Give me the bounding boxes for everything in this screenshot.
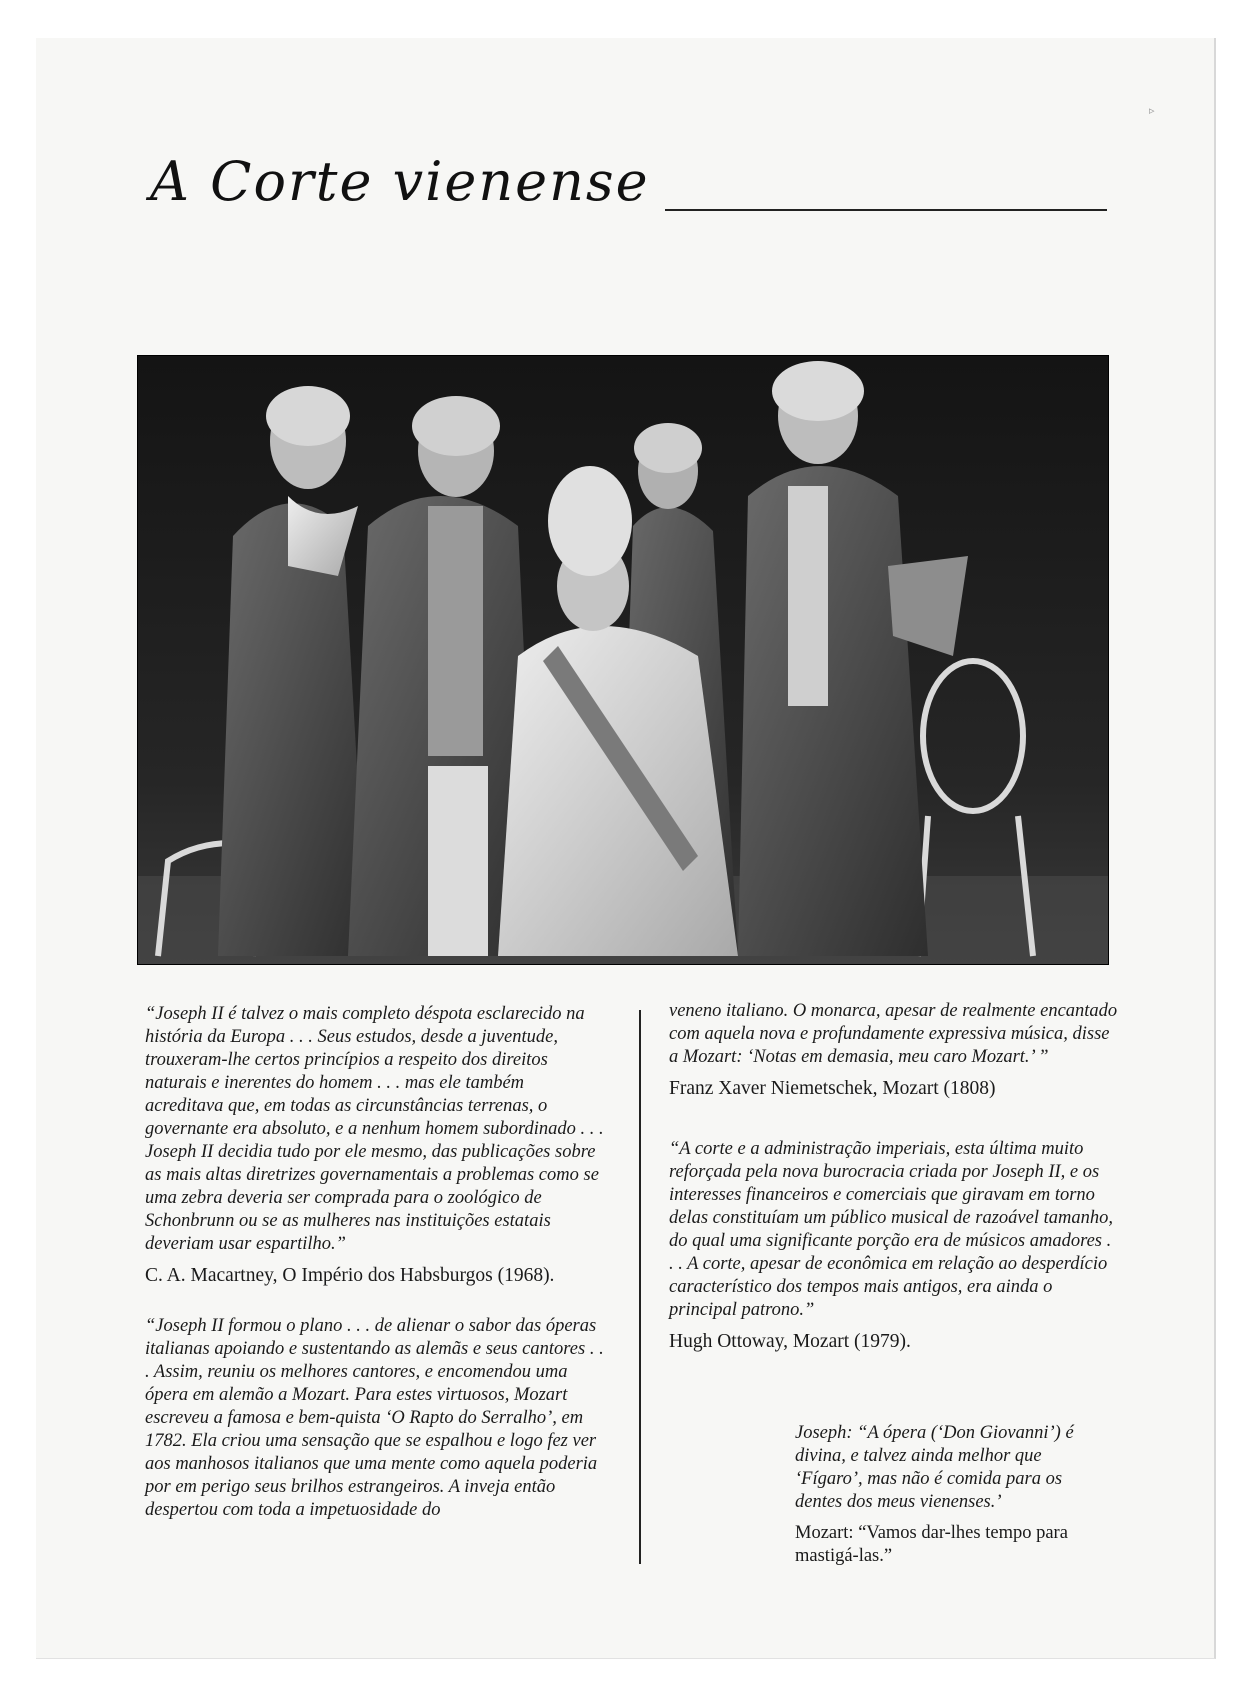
left-column bbox=[145, 1003, 605, 1522]
quote-ottoway: “A corte e a administração imperiais, esta última muito reforçada pela nova burocracia criada por Joseph II, e os interesses financeiros e comerciais que giravam em torno delas constituíam um público musical de razoável tamanho, do qual uma significante porção era de músicos amadores . . . A corte, apesar de econômica em relação ao desperdício característico dos tempos mais antigos, era ainda o principal patrono.” bbox=[669, 1139, 1113, 1320]
dialogue-block bbox=[795, 1422, 1095, 1568]
corner-mark: ▹ bbox=[1149, 105, 1155, 117]
right-column bbox=[669, 1000, 1119, 1353]
theatre-photo-icon bbox=[138, 356, 1108, 964]
page-title: A Corte vienense bbox=[150, 150, 650, 213]
stage-photo bbox=[137, 355, 1109, 965]
attribution-niemetschek: Franz Xaver Niemetschek, Mozart (1808) bbox=[669, 1078, 996, 1099]
quote-macartney: “Joseph II é talvez o mais completo déspota esclarecido na história da Europa . . . Seus estudos, desde a juventude, trouxeram-lhe certos princípios a respeito dos direitos naturais e inerentes do homem . . . mas ele também acreditava que, em todas as circunstâncias terrenas, o governante era absoluto, e a nenhum homem subordinado . . . Joseph II decidia tudo por ele mesmo, das publicações sobre as mais altas diretrizes governamentais a problemas como se uma zebra deveria ser comprada para o zoológico de Schonbrunn ou se as mulheres nas instituições estatais deveriam usar espartilho.” bbox=[145, 1004, 604, 1254]
mozart-line bbox=[795, 1522, 1095, 1568]
joseph-text: “A ópera (‘Don Giovanni’) é divina, e talvez ainda melhor que ‘Fígaro’, mas não é comida para os dentes dos meus vienenses.’ bbox=[795, 1423, 1074, 1512]
attribution-macartney: C. A. Macartney, O Império dos Habsburgos (1968). bbox=[145, 1265, 555, 1286]
quote-niemetschek: “Joseph II formou o plano . . . de alienar o sabor das óperas italianas apoiando e sustentando as alemãs e seus cantores . . . Assim, reuniu os melhores cantores, e encomendou uma ópera em alemão a Mozart. Para estes virtuosos, Mozart escreveu a famosa e bem-quista ‘O Rapto do Serralho’, em 1782. Ela criou uma sensação que se espalhou e logo fez ver aos manhosos italianos que uma mente como aquela poderia por em perigo seus brilhos estrangeiros. A inveja então despertou com toda a impetuosidade do bbox=[145, 1316, 604, 1520]
joseph-speaker: Joseph: bbox=[795, 1423, 853, 1443]
mozart-speaker: Mozart: bbox=[795, 1523, 854, 1543]
quote-niemetschek-continued: veneno italiano. O monarca, apesar de realmente encantado com aquela nova e profundamente expressiva música, disse a Mozart: ‘Notas em demasia, meu caro Mozart.’ ” bbox=[669, 1001, 1118, 1067]
title-underline bbox=[665, 209, 1107, 211]
column-divider bbox=[639, 1010, 641, 1564]
mozart-text: “Vamos dar-lhes tempo para mastigá-las.” bbox=[795, 1523, 1068, 1566]
attribution-ottoway: Hugh Ottoway, Mozart (1979). bbox=[669, 1331, 911, 1352]
joseph-line bbox=[795, 1422, 1095, 1514]
